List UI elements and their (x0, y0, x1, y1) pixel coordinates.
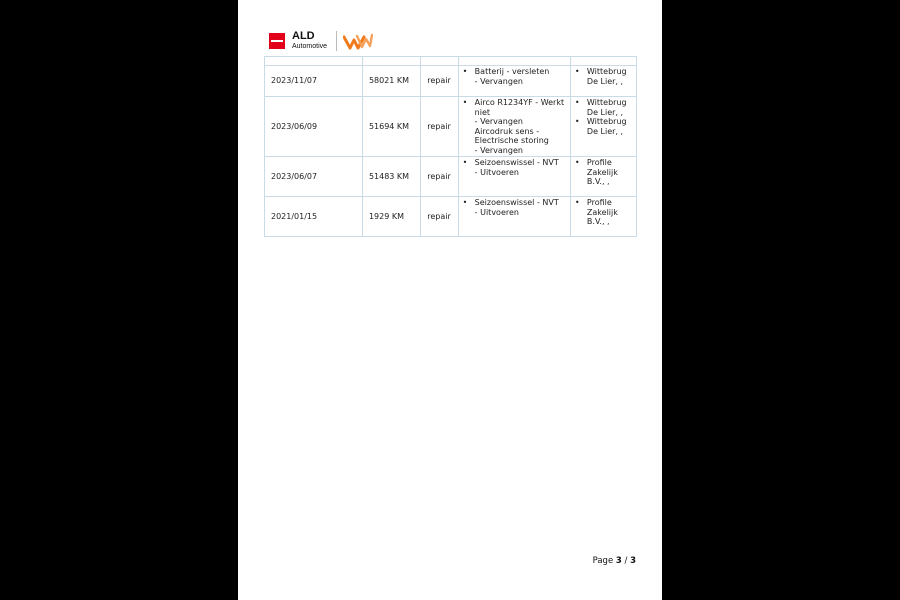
garage-item: • Wittebrug De Lier, , (575, 98, 632, 117)
header-cell (265, 57, 363, 66)
work-item: • Batterij - versleten (463, 67, 566, 77)
work-cell (458, 66, 570, 97)
work-item: • Seizoenswissel - NVT (463, 198, 566, 208)
ald-logo-title: ALD (292, 30, 315, 42)
garage-cell (570, 66, 636, 97)
work-item: Aircodruk sens - Electrische storing (474, 126, 549, 145)
work-action: - Vervangen (474, 76, 523, 86)
ald-logo-icon (269, 33, 285, 49)
work-action: - Vervangen (474, 117, 523, 126)
mileage-cell: 51694 KM (362, 97, 420, 157)
w-logo-icon (343, 33, 373, 51)
table-row (265, 66, 637, 97)
current-page: 3 (615, 556, 622, 566)
header-cell (362, 57, 420, 66)
date-cell: 2021/01/15 (265, 197, 363, 237)
date-cell: 2023/11/07 (265, 66, 363, 97)
work-cell (458, 197, 570, 237)
document-page (238, 0, 662, 600)
page-separator: / (624, 556, 628, 566)
type-cell: repair (421, 157, 458, 197)
type-cell: repair (421, 66, 458, 97)
date-cell: 2023/06/07 (265, 157, 363, 197)
mileage-cell: 51483 KM (362, 157, 420, 197)
work-cell (458, 97, 570, 157)
work-action: - Vervangen (474, 145, 523, 155)
mileage-cell: 58021 KM (362, 66, 420, 97)
total-pages: 3 (630, 556, 636, 566)
header-cell (570, 57, 636, 66)
work-item: • Seizoenswissel - NVT (463, 158, 566, 168)
work-action: - Uitvoeren (474, 167, 519, 177)
maintenance-history-table (264, 56, 637, 237)
table-row (265, 197, 637, 237)
garage-item: • Wittebrug De Lier, , (575, 117, 632, 136)
ald-logo-subtitle: Automotive (292, 43, 328, 50)
table-header-row (265, 57, 637, 66)
header-cell (458, 57, 570, 66)
page-label: Page (592, 556, 614, 566)
header-cell (421, 57, 458, 66)
date-cell: 2023/06/09 (265, 97, 363, 157)
page-number (593, 556, 636, 566)
garage-cell (570, 157, 636, 197)
table-row (265, 157, 637, 197)
ald-automotive-logo (269, 31, 339, 53)
garage-cell (570, 197, 636, 237)
garage-cell (570, 97, 636, 157)
work-action: - Uitvoeren (474, 207, 519, 217)
garage-item: • Wittebrug De Lier, , (575, 67, 632, 86)
work-cell (458, 157, 570, 197)
table-row (265, 97, 637, 157)
type-cell: repair (421, 197, 458, 237)
type-cell: repair (421, 97, 458, 157)
work-item: • Airco R1234YF - Werkt niet (463, 98, 566, 117)
logo-divider (336, 31, 337, 51)
mileage-cell: 1929 KM (362, 197, 420, 237)
garage-item: • Profile Zakelijk B.V., , (575, 198, 632, 227)
garage-item: • Profile Zakelijk B.V., , (575, 158, 632, 187)
